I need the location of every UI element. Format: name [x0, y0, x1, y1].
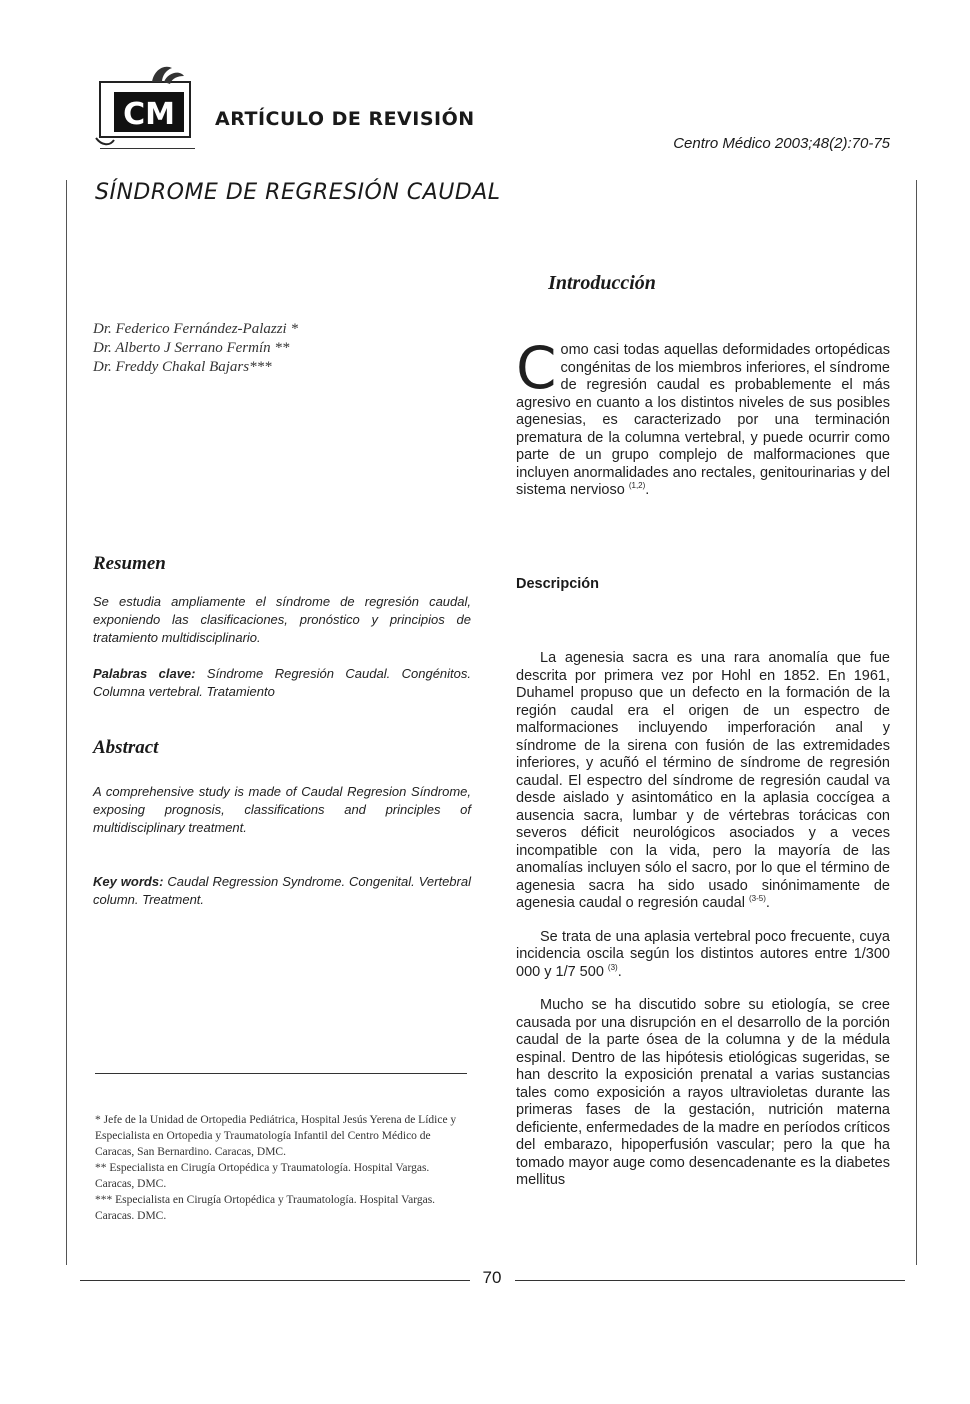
bottom-rule-left — [80, 1280, 470, 1281]
footnote-2: ** Especialista en Cirugía Ortopédica y Traumatología. Hospital Vargas. Caracas, DMC. — [95, 1162, 430, 1190]
keywords-value: Caudal Regression Syndrome. Congenital. Vertebral column. Treatment. — [93, 874, 471, 907]
footnote-rule — [95, 1073, 467, 1074]
keywords-value: Síndrome Regresión Caudal. Congénitos. Columna vertebral. Tratamiento — [93, 666, 471, 699]
journal-logo — [92, 62, 202, 152]
abstract-heading: Abstract — [93, 737, 159, 758]
keywords-label: Palabras clave: — [93, 666, 196, 681]
abstract-keywords — [93, 873, 471, 909]
resumen-text: Se estudia ampliamente el síndrome de regresión caudal, exponiendo las clasificaciones, pronóstico y principios de tratamiento multidisciplinario. — [93, 594, 471, 645]
citation: (3-5) — [748, 894, 766, 904]
article-type: ARTÍCULO DE REVISIÓN — [215, 108, 475, 130]
left-frame-line — [66, 180, 67, 1265]
bottom-rule-right — [515, 1280, 905, 1281]
citation: (1,2) — [628, 481, 646, 491]
header-rule — [100, 148, 195, 149]
author-3: Dr. Freddy Chakal Bajars*** — [93, 359, 272, 375]
descripcion-paragraph-2: Se trata de una aplasia vertebral poco frecuente, cuya incidencia oscila según los distintos autores entre 1/300 000 y 1/7 500 $^{(3)}$. — [516, 928, 890, 980]
descripcion-text — [516, 650, 890, 1206]
resumen-keywords — [93, 665, 471, 701]
descripcion-heading: Descripción — [516, 576, 599, 592]
author-1: Dr. Federico Fernández-Palazzi * — [93, 321, 298, 337]
article-title: SÍNDROME DE REGRESIÓN CAUDAL — [95, 180, 501, 205]
footnote-1: * Jefe de la Unidad de Ortopedia Pediátrica, Hospital Jesús Yerena de Lídice y Especialista en Ortopedia y Traumatología Infantil del Centro Médico de Caracas, San Bernardino. Caracas, DMC. — [95, 1114, 457, 1158]
abstract-text: A comprehensive study is made of Caudal Regresion Síndrome, exposing prognosis, classifications and principles of multidisciplinary treatment. — [93, 784, 471, 835]
author-affiliations — [95, 1112, 467, 1224]
footnote-3: *** Especialista en Cirugía Ortopédica y Traumatología. Hospital Vargas. Caracas. DMC. — [95, 1194, 436, 1222]
page-number: 70 — [482, 1268, 502, 1287]
keywords-label: Key words: — [93, 874, 164, 889]
resumen-heading: Resumen — [93, 553, 166, 574]
journal-reference: Centro Médico 2003;48(2):70-75 — [673, 135, 890, 152]
right-frame-line — [916, 180, 917, 1265]
drop-cap: C — [516, 334, 557, 402]
citation: (3) — [607, 962, 618, 972]
svg-text:CM: CM — [123, 97, 175, 132]
introduccion-heading: Introducción — [548, 272, 656, 294]
author-2: Dr. Alberto J Serrano Fermín ** — [93, 340, 290, 356]
introduccion-text: Como casi todas aquellas deformidades ortopédicas congénitas de los miembros inferiores, el síndrome de regresión caudal es probablemente el más agresivo en cuanto a los distintos niveles de sus posibles agenesias, es caracterizado por una terminación prematura de la columna vertebral, y puede ocurrir como parte de un grupo complejo de malformaciones que incluyen anormalidades ano rectales, genitourinarias y del sistema nervioso $^{(1,2)}$. — [516, 334, 890, 498]
author-list — [93, 320, 298, 377]
descripcion-paragraph-1: La agenesia sacra es una rara anomalía que fue descrita por primera vez por Hohl en 1852. En 1961, Duhamel propuso que un defecto en la formación de la región caudal era el origen de un espectro de malformaciones incluyendo imperforación anal y síndrome de la sirena con fusión de las extremidades inferiores, y acuñó el término de síndrome de regresión caudal. El espectro del síndrome de regresión caudal va desde aislado y asintomático en la aplasia coccígea a ausencia sacra, lumbar y de vértebras torácicas con severos déficit neurológicos asociados y a veces incompatible con la vida, pero la mayoría de las anomalías incluyen sólo el sacro, por lo que el término de agenesia sacra ha sido usado sinónimamente de agenesia caudal o regresión caudal $^{(3-5)}$. — [516, 650, 890, 911]
introduccion-body: omo casi todas aquellas deformidades ortopédicas congénitas de los miembros inferiores, el síndrome de regresión caudal es probablemente el más agresivo en cuanto a los distintos niveles de sus posibles agenesias, es caracterizado por una terminación prematura de la columna vertebral, y puede ocurrir como parte de un grupo complejo de malformaciones que incluyen anormalidades ano rectales, genitourinarias y del sistema nervioso — [516, 342, 890, 498]
descripcion-paragraph-3: Mucho se ha discutido sobre su etiología, se cree causada por una disrupción en el desarrollo de la porción caudal de la parte ósea de la columna y de la médula espinal. Dentro de las hipótesis etiológicas sugeridas, se han descrito la exposición prenatal a varias sustancias tales como exposición a rayos ultravioletas durante las primeras fases de la gestación, nutrición materna deficiente, enfermedades de la madre en períodos críticos del embarazo, hipoperfusión vascular; pero la que ha tomado mayor auge como desencadenante es la diabetes mellitus — [516, 997, 890, 1188]
